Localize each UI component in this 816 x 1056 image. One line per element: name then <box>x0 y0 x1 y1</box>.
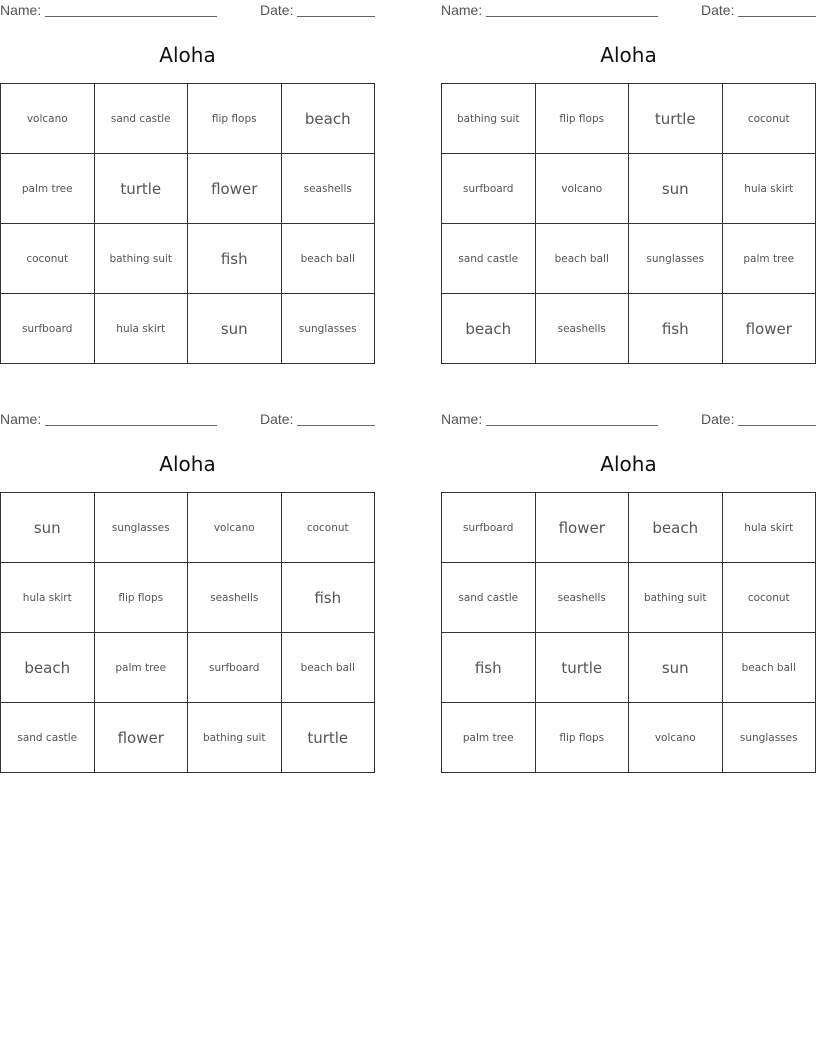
grid-row <box>442 703 816 773</box>
bingo-cell: palm tree <box>1 154 95 224</box>
bingo-cell: flip flops <box>535 703 629 773</box>
bingo-cell: turtle <box>535 633 629 703</box>
bingo-cell: palm tree <box>94 633 188 703</box>
bingo-cell: flower <box>94 703 188 773</box>
name-blank-line <box>486 16 658 17</box>
grid-row <box>1 493 375 563</box>
grid-row <box>442 633 816 703</box>
grid-row <box>442 154 816 224</box>
date-blank-line <box>297 425 375 426</box>
bingo-cell: coconut <box>722 84 816 154</box>
bingo-cell: sand castle <box>442 563 536 633</box>
bingo-cell: volcano <box>1 84 95 154</box>
bingo-cell: flip flops <box>188 84 282 154</box>
bingo-cell: beach ball <box>281 224 375 294</box>
bingo-cell: sand castle <box>1 703 95 773</box>
bingo-cell: seashells <box>535 294 629 364</box>
bingo-cell: beach <box>629 493 723 563</box>
bingo-cell: sand castle <box>94 84 188 154</box>
bingo-cell: volcano <box>188 493 282 563</box>
date-label: Date: <box>260 2 294 18</box>
name-label: Name: <box>0 411 42 427</box>
bingo-cell: coconut <box>1 224 95 294</box>
bingo-grid <box>0 492 375 773</box>
bingo-card <box>441 409 816 744</box>
bingo-cell: beach ball <box>535 224 629 294</box>
date-blank-line <box>738 425 816 426</box>
bingo-cell: bathing suit <box>629 563 723 633</box>
bingo-card <box>0 409 375 747</box>
bingo-card <box>441 0 816 338</box>
bingo-grid <box>441 83 816 364</box>
bingo-cell: sunglasses <box>722 703 816 773</box>
bingo-cell: beach <box>281 84 375 154</box>
name-label: Name: <box>0 2 42 18</box>
bingo-cell: fish <box>629 294 723 364</box>
bingo-cell: beach <box>442 294 536 364</box>
grid-row <box>1 224 375 294</box>
bingo-cell: beach ball <box>281 633 375 703</box>
grid-row <box>1 294 375 364</box>
grid-row <box>1 633 375 703</box>
bingo-cell: coconut <box>281 493 375 563</box>
grid-row <box>1 84 375 154</box>
bingo-cell: sun <box>1 493 95 563</box>
bingo-cell: surfboard <box>442 493 536 563</box>
name-blank-line <box>45 16 217 17</box>
bingo-cell: sand castle <box>442 224 536 294</box>
bingo-cell: bathing suit <box>188 703 282 773</box>
grid-row <box>442 224 816 294</box>
bingo-cell: sun <box>629 154 723 224</box>
bingo-cell: turtle <box>629 84 723 154</box>
card-title: Aloha <box>159 43 216 67</box>
bingo-cell: fish <box>281 563 375 633</box>
bingo-cell: coconut <box>722 563 816 633</box>
bingo-cell: flower <box>188 154 282 224</box>
bingo-cell: seashells <box>535 563 629 633</box>
card-header <box>441 0 816 22</box>
grid-row <box>1 703 375 773</box>
date-blank-line <box>297 16 375 17</box>
bingo-cell: flip flops <box>535 84 629 154</box>
bingo-cell: surfboard <box>188 633 282 703</box>
bingo-cell: volcano <box>629 703 723 773</box>
bingo-cell: flower <box>722 294 816 364</box>
date-label: Date: <box>260 411 294 427</box>
bingo-cell: flip flops <box>94 563 188 633</box>
bingo-cell: hula skirt <box>722 493 816 563</box>
grid-row <box>442 294 816 364</box>
grid-row <box>442 84 816 154</box>
bingo-cell: hula skirt <box>94 294 188 364</box>
bingo-cell: seashells <box>281 154 375 224</box>
date-blank-line <box>738 16 816 17</box>
bingo-cell: flower <box>535 493 629 563</box>
bingo-cell: sunglasses <box>94 493 188 563</box>
bingo-card <box>0 0 375 338</box>
bingo-cell: surfboard <box>442 154 536 224</box>
bingo-cell: bathing suit <box>442 84 536 154</box>
grid-row <box>1 154 375 224</box>
bingo-cell: hula skirt <box>722 154 816 224</box>
bingo-cell: surfboard <box>1 294 95 364</box>
grid-row <box>442 493 816 563</box>
bingo-cell: fish <box>442 633 536 703</box>
bingo-cell: turtle <box>94 154 188 224</box>
card-header <box>0 409 375 431</box>
card-header <box>441 409 816 431</box>
card-header <box>0 0 375 22</box>
name-blank-line <box>45 425 217 426</box>
bingo-cell: palm tree <box>442 703 536 773</box>
bingo-cell: hula skirt <box>1 563 95 633</box>
name-label: Name: <box>441 411 483 427</box>
bingo-cell: sunglasses <box>281 294 375 364</box>
bingo-cell: palm tree <box>722 224 816 294</box>
bingo-cell: bathing suit <box>94 224 188 294</box>
bingo-cell: turtle <box>281 703 375 773</box>
name-label: Name: <box>441 2 483 18</box>
card-title: Aloha <box>159 452 216 476</box>
bingo-cell: beach ball <box>722 633 816 703</box>
card-title: Aloha <box>600 452 657 476</box>
bingo-cell: volcano <box>535 154 629 224</box>
bingo-cell: beach <box>1 633 95 703</box>
date-label: Date: <box>701 411 735 427</box>
date-label: Date: <box>701 2 735 18</box>
bingo-cell: sunglasses <box>629 224 723 294</box>
bingo-cell: sun <box>188 294 282 364</box>
card-title: Aloha <box>600 43 657 67</box>
bingo-cell: fish <box>188 224 282 294</box>
bingo-grid <box>441 492 816 773</box>
bingo-cell: seashells <box>188 563 282 633</box>
name-blank-line <box>486 425 658 426</box>
grid-row <box>442 563 816 633</box>
bingo-cell: sun <box>629 633 723 703</box>
grid-row <box>1 563 375 633</box>
bingo-grid <box>0 83 375 364</box>
